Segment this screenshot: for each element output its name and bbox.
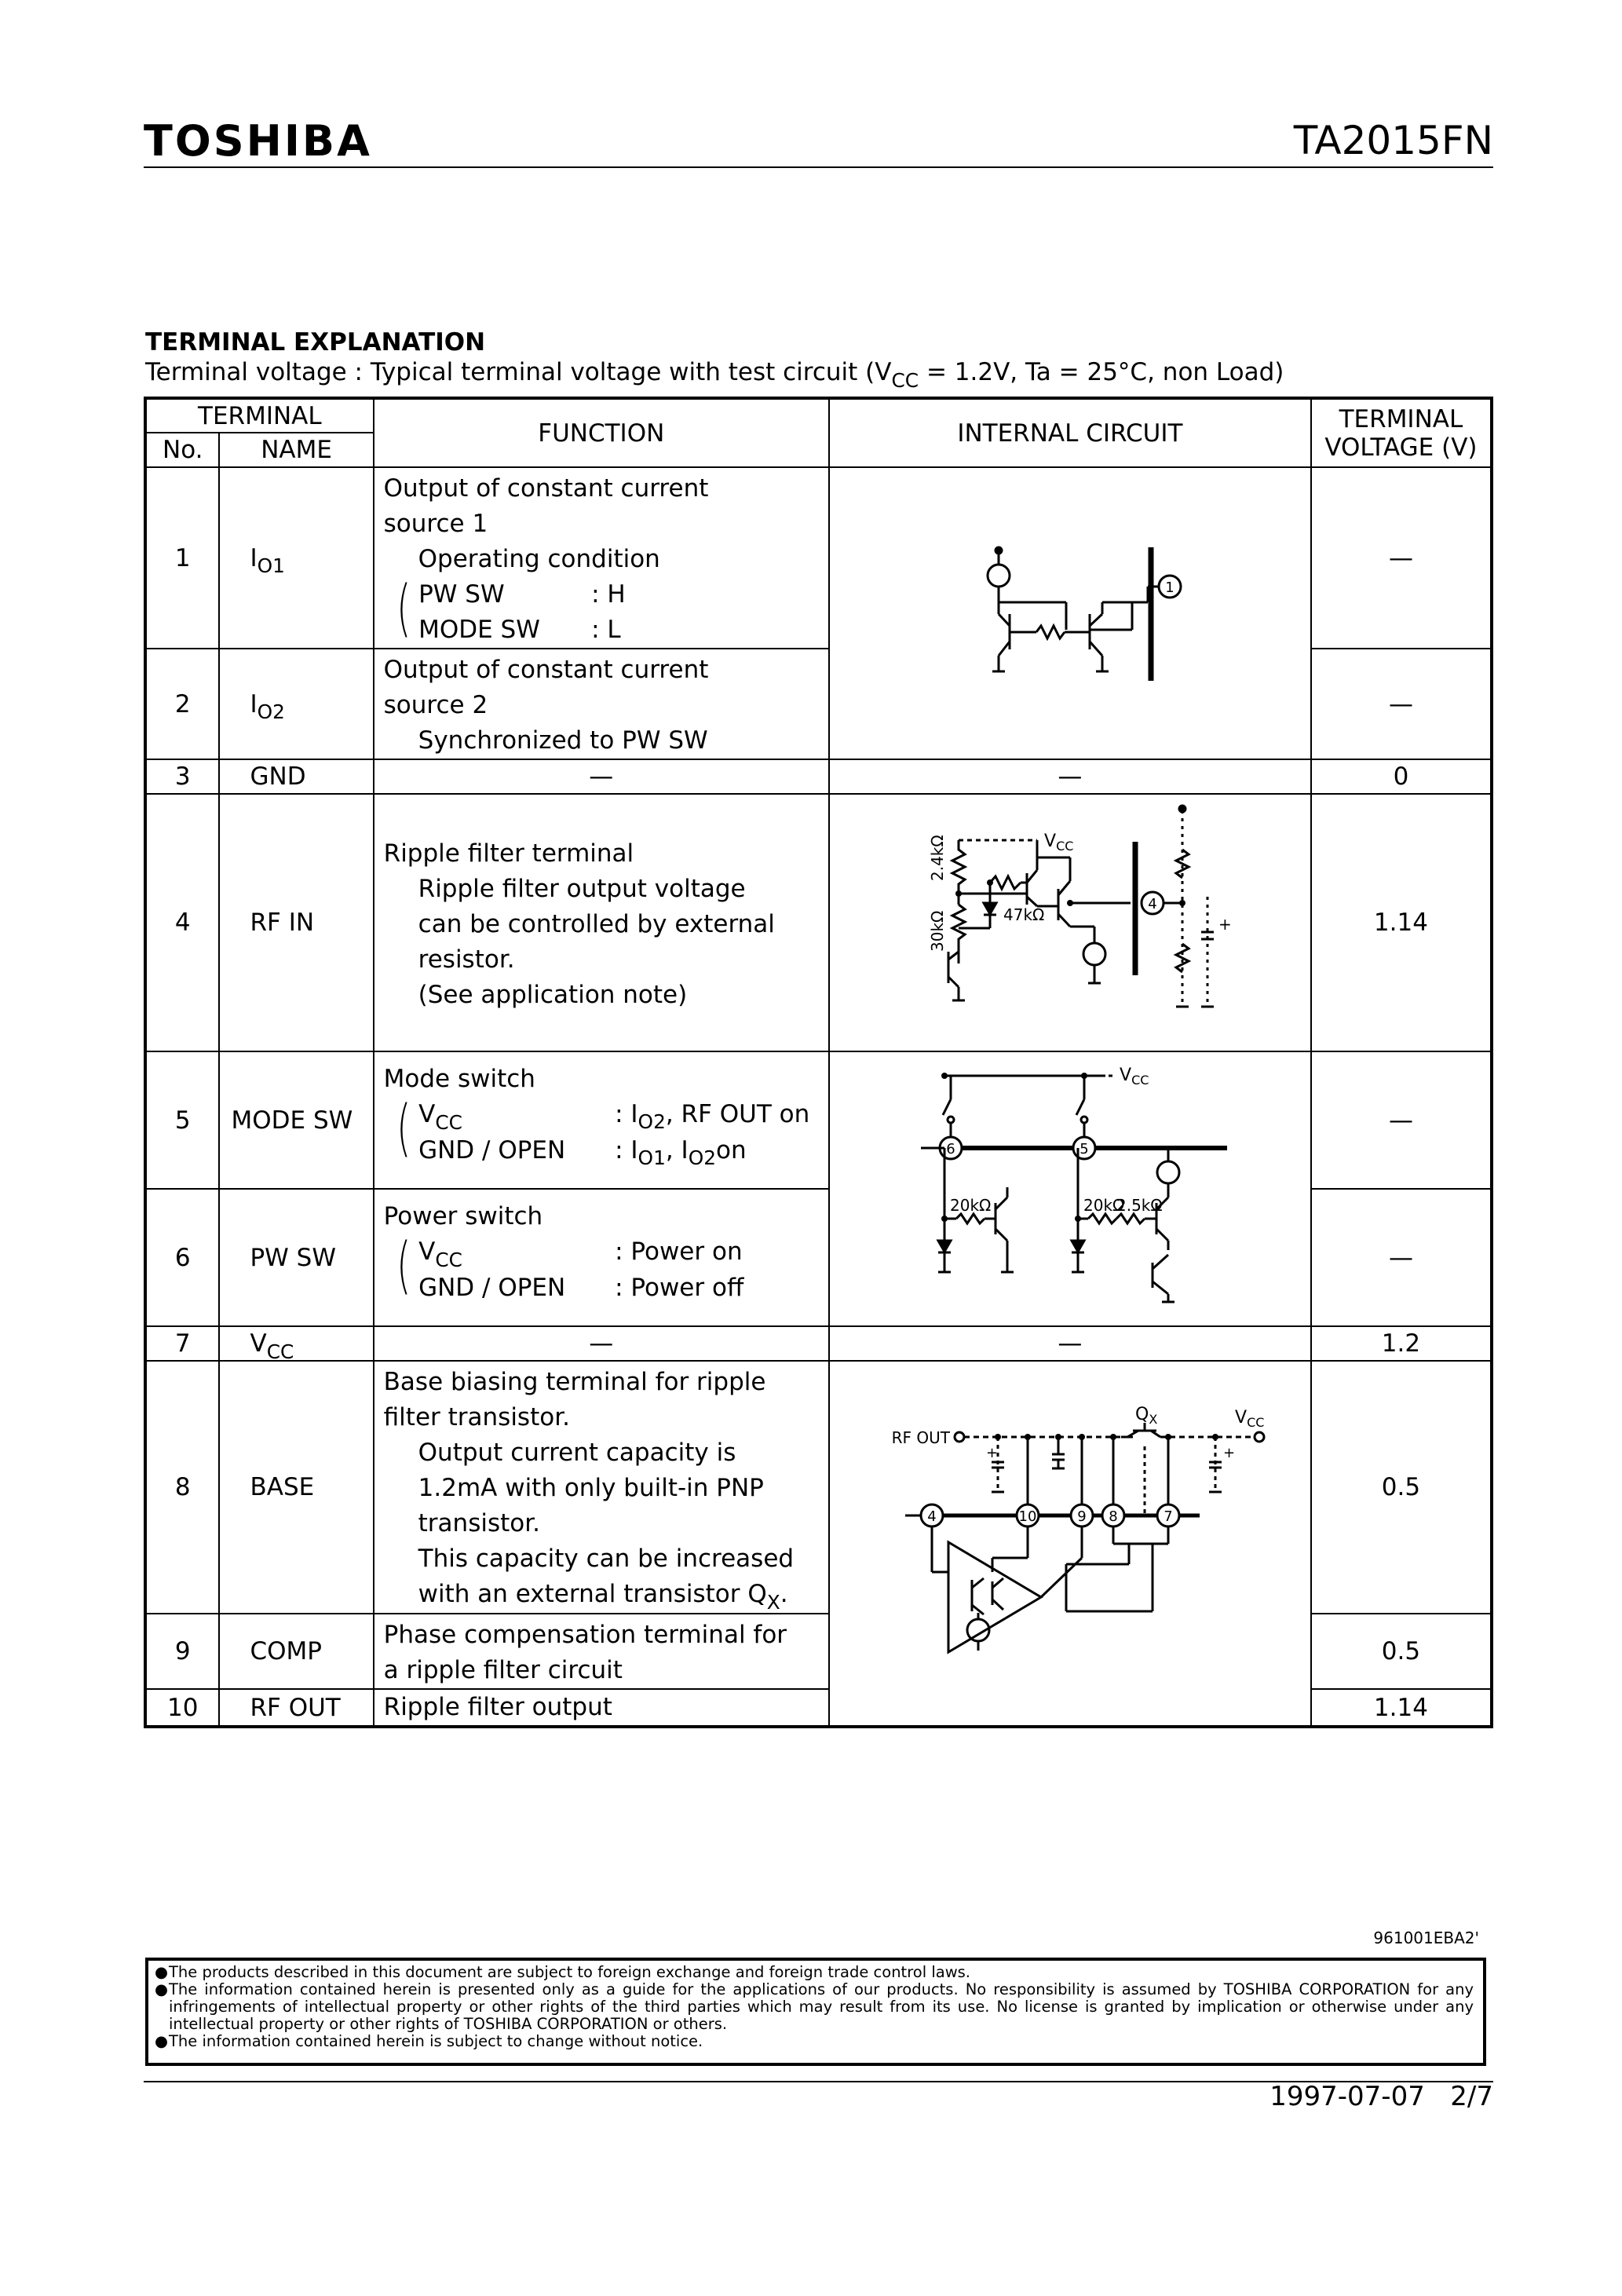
cell-voltage: —: [1311, 649, 1492, 759]
svg-text:4: 4: [927, 1508, 937, 1525]
internal-circuit-8-10: [829, 1361, 1311, 1727]
brand-logo: TOSHIBA: [144, 116, 372, 166]
cell-voltage: 0.5: [1311, 1614, 1492, 1689]
cell-no: 9: [145, 1614, 219, 1689]
svg-text:VCC: $V_{CC}$: [1234, 1407, 1265, 1430]
svg-text:+: +: [1222, 1444, 1235, 1461]
table-row: [145, 794, 1492, 1051]
cell-voltage: 1.14: [1311, 794, 1492, 1051]
cell-function: Mode switch ( $V_{CC}$ : I O2 , RF OUT on GND / OPEN : I O1 , I O2 on: [374, 1051, 829, 1189]
header-function: FUNCTION: [374, 398, 829, 467]
terminal-table: [144, 397, 1493, 1728]
cell-name: RF OUT: [219, 1689, 373, 1727]
circuit-diagram-rf-in: [831, 795, 1310, 1044]
cell-name: GND: [219, 759, 373, 794]
cell-name: PW SW: [219, 1189, 373, 1326]
cell-circuit: —: [829, 759, 1311, 794]
cell-voltage: 1.2: [1311, 1326, 1492, 1361]
cell-name: MODE SW: [219, 1051, 373, 1189]
cell-no: 7: [145, 1326, 219, 1361]
cell-name: BASE: [219, 1361, 373, 1614]
svg-text:20kΩ: 20kΩ: [949, 1196, 992, 1215]
cell-voltage: —: [1311, 1051, 1492, 1189]
cell-no: 10: [145, 1689, 219, 1727]
svg-text:VCC: $V_{CC}$: [1043, 832, 1074, 854]
cell-no: 2: [145, 649, 219, 759]
document-id: 961001EBA2': [1373, 1929, 1479, 1947]
cell-name: COMP: [219, 1614, 373, 1689]
cell-function: Output of constant current source 1 Operating condition ( PW SW : H MODE SW : L: [374, 467, 829, 649]
cell-voltage: 0: [1311, 759, 1492, 794]
circuit-diagram-switches: [831, 1052, 1310, 1319]
header-no: No.: [145, 433, 219, 467]
internal-circuit-4: [829, 794, 1311, 1051]
table-row: [145, 1361, 1492, 1614]
svg-text:10: 10: [1018, 1508, 1037, 1525]
svg-text:VCC: $V_{CC}$: [1119, 1066, 1149, 1088]
page-number: 2/7: [1450, 2081, 1493, 2112]
cell-function: Power switch ( $V_{CC}$ : Power on GND / OPEN : Power off: [374, 1189, 829, 1326]
svg-text:2.5kΩ: 2.5kΩ: [1116, 1196, 1163, 1215]
table-row: [145, 1326, 1492, 1361]
cell-no: 6: [145, 1189, 219, 1326]
svg-text:1: 1: [1165, 579, 1174, 596]
cell-no: 8: [145, 1361, 219, 1614]
cell-function: Base biasing terminal for ripple filter transistor. Output current capacity is 1.2mA with only built-in PNP transistor. This capacity can be increased with an external transistor $Q_X$.: [374, 1361, 829, 1614]
table-row: [145, 467, 1492, 649]
svg-text:9: 9: [1077, 1508, 1087, 1525]
section-subtitle: Terminal voltage : Typical terminal voltage with test circuit ($V_{CC} = 1.2V$, Ta = 25°C, non Load): [145, 358, 1284, 392]
cell-function: Output of constant current source 2 Synchronized to PW SW: [374, 649, 829, 759]
svg-text:30kΩ: 30kΩ: [927, 910, 947, 952]
cell-no: 4: [145, 794, 219, 1051]
header-rule: [144, 166, 1493, 168]
cell-name: RF IN: [219, 794, 373, 1051]
circuit-diagram-ripple-filter: [831, 1376, 1310, 1706]
notice-item: ● The products described in this document are subject to foreign exchange and foreign trade control laws.: [155, 1963, 971, 1981]
header-terminal-voltage: TERMINAL VOLTAGE (V): [1311, 398, 1492, 467]
bullet-icon: ●: [155, 1963, 169, 1981]
svg-text:+: +: [1218, 915, 1232, 934]
bullet-icon: ●: [155, 1980, 169, 1998]
internal-circuit-5-6: [829, 1051, 1311, 1326]
cell-function: Phase compensation terminal for a ripple filter circuit: [374, 1614, 829, 1689]
svg-text:5: 5: [1080, 1141, 1089, 1157]
cell-function: Ripple filter output: [374, 1689, 829, 1727]
cell-circuit: —: [829, 1326, 1311, 1361]
cell-no: 5: [145, 1051, 219, 1189]
svg-text:6: 6: [946, 1141, 955, 1157]
header-name: NAME: [219, 433, 373, 467]
svg-text:7: 7: [1164, 1508, 1173, 1525]
cell-voltage: 1.14: [1311, 1689, 1492, 1727]
cell-name: $I_{O2}$: [219, 649, 373, 759]
table-row: [145, 759, 1492, 794]
svg-text:20kΩ: 20kΩ: [1083, 1196, 1125, 1215]
page-date: 1997-07-07 2/7: [1269, 2081, 1493, 2112]
table-row: [145, 1051, 1492, 1189]
svg-text:47kΩ: 47kΩ: [1003, 905, 1045, 924]
cell-function: —: [374, 1326, 829, 1361]
notice-item: ● The information contained herein is subject to change without notice.: [155, 2032, 703, 2050]
header-internal-circuit: INTERNAL CIRCUIT: [829, 398, 1311, 467]
svg-text:4: 4: [1148, 896, 1157, 912]
cell-function: —: [374, 759, 829, 794]
cell-function: Ripple filter terminal Ripple filter output voltage can be controlled by external resistor. (See application note): [374, 794, 829, 1051]
notice-box: [145, 1958, 1486, 2066]
cell-name: $I_{O1}$: [219, 467, 373, 649]
svg-text:QX: $Q_X$: [1134, 1404, 1158, 1427]
part-number: TA2015FN: [1293, 118, 1493, 163]
svg-text:8: 8: [1109, 1508, 1118, 1525]
section-title: TERMINAL EXPLANATION: [145, 328, 486, 356]
svg-text:2.4kΩ: 2.4kΩ: [927, 835, 947, 881]
notice-item: ● The information contained herein is presented only as a guide for the applications of our products. No responsibility is assumed by TOSHIBA CORPORATION for any infringements of intellectual property or other rights of the third parties which may result from its use. No license is granted by implication or otherwise under any intellectual property or other rights of TOSHIBA CORPORATION or others.: [155, 1980, 1474, 2033]
circuit-diagram-current-source: [831, 469, 1310, 751]
cell-voltage: —: [1311, 467, 1492, 649]
svg-text:+: +: [985, 1444, 998, 1461]
header-terminal: TERMINAL: [145, 398, 374, 433]
internal-circuit-1-2: [829, 467, 1311, 759]
svg-text:RF OUT: RF OUT: [891, 1428, 950, 1447]
cell-no: 1: [145, 467, 219, 649]
bullet-icon: ●: [155, 2032, 169, 2050]
cell-no: 3: [145, 759, 219, 794]
cell-name: $V_{CC}$: [219, 1326, 373, 1361]
cell-voltage: 0.5: [1311, 1361, 1492, 1614]
cell-voltage: —: [1311, 1189, 1492, 1326]
